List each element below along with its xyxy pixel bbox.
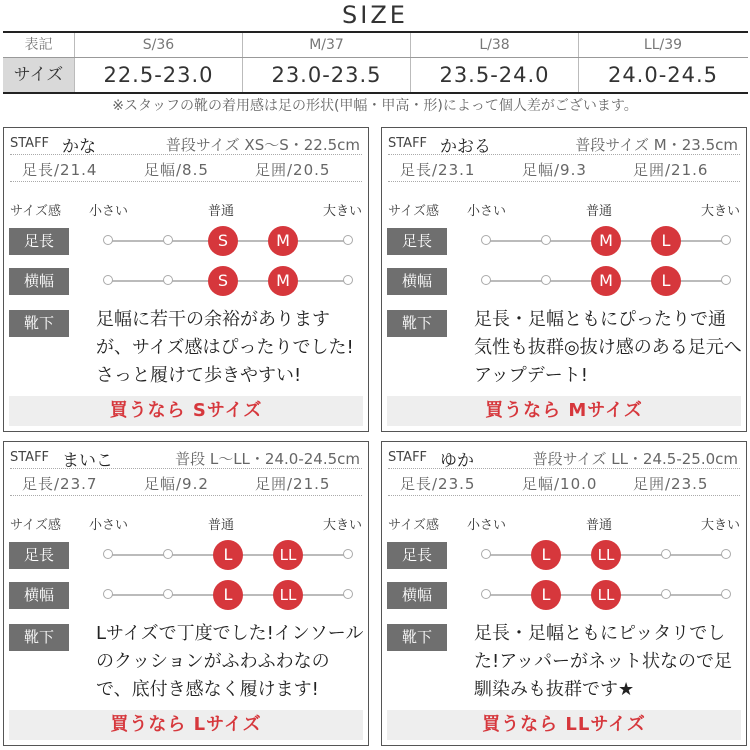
staff-header xyxy=(10,448,362,469)
width-mark-primary: S xyxy=(208,266,238,296)
staff-name: まいこ xyxy=(62,451,113,471)
scale-title: サイズ感 xyxy=(388,204,439,219)
staff-comment: 足長・足幅ともにピッタリでした!アッパーがネット状なので足馴染みも抜群です★ xyxy=(474,623,732,700)
scale-dot xyxy=(343,275,353,285)
scale-dot xyxy=(481,275,491,285)
length-row-label: 足長 xyxy=(9,228,69,255)
staff-tag: STAFF xyxy=(388,136,428,151)
length-mark-primary: L xyxy=(213,540,243,570)
scale-dot xyxy=(343,549,353,559)
length-scale xyxy=(108,231,348,250)
width-scale xyxy=(108,271,348,290)
staff-card-kaoru xyxy=(381,127,747,432)
foot-measurements xyxy=(10,473,362,496)
scale-dot xyxy=(721,275,731,285)
recommended-size: 買うなら Sサイズ xyxy=(9,396,363,426)
scale-normal-label: 普通 xyxy=(586,518,613,533)
scale-dot xyxy=(481,235,491,245)
width-scale xyxy=(108,585,348,604)
length-mark-secondary: L xyxy=(651,226,681,256)
staff-name: かおる xyxy=(440,137,491,157)
scale-dot xyxy=(163,275,173,285)
size-value-m: 23.0-23.5 xyxy=(243,58,411,92)
staff-usual-size: 普段サイズ LL・24.5-25.0cm xyxy=(532,450,738,468)
length-mark-secondary: LL xyxy=(591,540,621,570)
foot-measurements xyxy=(388,473,740,496)
width-mark-primary: M xyxy=(591,266,621,296)
size-table-header-row xyxy=(3,31,748,58)
socks-row-label: 靴下 xyxy=(387,624,447,651)
size-table xyxy=(3,31,748,94)
foot-measurements xyxy=(388,159,740,182)
foot-girth: 足囲/21.5 xyxy=(255,475,331,493)
scale-small-label: 小さい xyxy=(89,518,129,533)
scale-normal-label: 普通 xyxy=(586,204,613,219)
scale-small-label: 小さい xyxy=(89,204,129,219)
recommended-size: 買うなら Lサイズ xyxy=(9,710,363,740)
staff-usual-size: 普段 L〜LL・24.0-24.5cm xyxy=(175,450,360,468)
scale-dot xyxy=(343,235,353,245)
scale-dot xyxy=(481,589,491,599)
staff-comment: 足長・足幅ともにぴったりで通気性も抜群◎抜け感のある足元へアップデート! xyxy=(474,309,742,386)
scale-dot xyxy=(541,275,551,285)
scale-dot xyxy=(163,235,173,245)
foot-girth: 足囲/20.5 xyxy=(255,161,331,179)
scale-dot xyxy=(103,275,113,285)
staff-usual-size: 普段サイズ XS〜S・22.5cm xyxy=(165,136,360,154)
foot-measurements xyxy=(10,159,362,182)
foot-length: 足長/23.7 xyxy=(22,475,98,493)
scale-small-label: 小さい xyxy=(467,204,507,219)
staff-name: ゆか xyxy=(440,451,474,471)
staff-tag: STAFF xyxy=(10,136,50,151)
scale-dot xyxy=(103,589,113,599)
foot-length: 足長/23.5 xyxy=(400,475,476,493)
foot-length: 足長/23.1 xyxy=(400,161,476,179)
scale-title: サイズ感 xyxy=(10,204,61,219)
foot-girth: 足囲/21.6 xyxy=(633,161,709,179)
scale-big-label: 大きい xyxy=(322,204,362,219)
scale-dot xyxy=(721,549,731,559)
length-mark-secondary: M xyxy=(268,226,298,256)
staff-tag: STAFF xyxy=(10,450,50,465)
staff-comment: Lサイズで丁度でした!インソールのクッションがふわふわなので、底付き感なく履けます! xyxy=(96,623,364,700)
scale-dot xyxy=(163,549,173,559)
staff-card-yuka xyxy=(381,441,747,746)
scale-dot xyxy=(481,549,491,559)
scale-dot xyxy=(163,589,173,599)
scale-dot xyxy=(721,589,731,599)
length-scale xyxy=(486,231,726,250)
size-value-s: 22.5-23.0 xyxy=(75,58,243,92)
foot-width: 足幅/9.3 xyxy=(522,161,587,179)
size-header-m: M/37 xyxy=(243,33,411,57)
width-mark-secondary: L xyxy=(651,266,681,296)
size-header-l: L/38 xyxy=(411,33,579,57)
fit-disclaimer: ※スタッフの靴の着用感は足の形状(甲幅・甲高・形)によって個人差がございます。 xyxy=(112,98,638,114)
length-mark-primary: L xyxy=(531,540,561,570)
width-mark-primary: L xyxy=(531,580,561,610)
staff-card-kana xyxy=(3,127,369,432)
length-row-label: 足長 xyxy=(387,228,447,255)
scale-dot xyxy=(103,235,113,245)
width-mark-secondary: M xyxy=(268,266,298,296)
foot-girth: 足囲/23.5 xyxy=(633,475,709,493)
foot-width: 足幅/10.0 xyxy=(522,475,598,493)
scale-dot xyxy=(661,549,671,559)
size-value-l: 23.5-24.0 xyxy=(411,58,579,92)
scale-normal-label: 普通 xyxy=(208,518,235,533)
length-scale xyxy=(108,545,348,564)
staff-header xyxy=(388,134,740,155)
socks-row-label: 靴下 xyxy=(9,624,69,651)
length-mark-secondary: LL xyxy=(273,540,303,570)
foot-length: 足長/21.4 xyxy=(22,161,98,179)
width-row-label: 横幅 xyxy=(387,582,447,609)
size-value-ll: 24.0-24.5 xyxy=(607,63,719,87)
socks-row-label: 靴下 xyxy=(387,310,447,337)
staff-usual-size: 普段サイズ M・23.5cm xyxy=(575,136,738,154)
width-row-label: 横幅 xyxy=(9,268,69,295)
scale-big-label: 大きい xyxy=(700,518,740,533)
socks-row-label: 靴下 xyxy=(9,310,69,337)
length-row-label: 足長 xyxy=(387,542,447,569)
width-scale xyxy=(486,585,726,604)
staff-name: かな xyxy=(62,137,96,157)
width-mark-secondary: LL xyxy=(273,580,303,610)
scale-dot xyxy=(721,235,731,245)
recommended-size: 買うなら Mサイズ xyxy=(387,396,741,426)
size-header-label: 表記 xyxy=(3,33,75,57)
size-row-label: サイズ xyxy=(3,58,75,92)
size-header-s: S/36 xyxy=(75,33,243,57)
width-row-label: 横幅 xyxy=(387,268,447,295)
scale-dot xyxy=(661,589,671,599)
staff-tag: STAFF xyxy=(388,450,428,465)
staff-comment: 足幅に若干の余裕がありますが、サイズ感はぴったりでした!さっと履けて歩きやすい! xyxy=(96,309,354,386)
staff-header xyxy=(10,134,362,155)
scale-big-label: 大きい xyxy=(700,204,740,219)
scale-title: サイズ感 xyxy=(10,518,61,533)
recommended-size: 買うなら LLサイズ xyxy=(387,710,741,740)
width-mark-secondary: LL xyxy=(591,580,621,610)
scale-big-label: 大きい xyxy=(322,518,362,533)
scale-dot xyxy=(103,549,113,559)
length-row-label: 足長 xyxy=(9,542,69,569)
page-title: SIZE xyxy=(342,1,408,29)
foot-width: 足幅/9.2 xyxy=(144,475,209,493)
length-scale xyxy=(486,545,726,564)
staff-card-maiko xyxy=(3,441,369,746)
width-scale xyxy=(486,271,726,290)
foot-width: 足幅/8.5 xyxy=(144,161,209,179)
staff-header xyxy=(388,448,740,469)
length-mark-primary: S xyxy=(208,226,238,256)
size-table-value-row xyxy=(3,58,748,94)
length-mark-primary: M xyxy=(591,226,621,256)
scale-normal-label: 普通 xyxy=(208,204,235,219)
scale-small-label: 小さい xyxy=(467,518,507,533)
scale-dot xyxy=(541,235,551,245)
scale-dot xyxy=(343,589,353,599)
width-row-label: 横幅 xyxy=(9,582,69,609)
scale-title: サイズ感 xyxy=(388,518,439,533)
size-header-ll: LL/39 xyxy=(643,37,683,53)
width-mark-primary: L xyxy=(213,580,243,610)
